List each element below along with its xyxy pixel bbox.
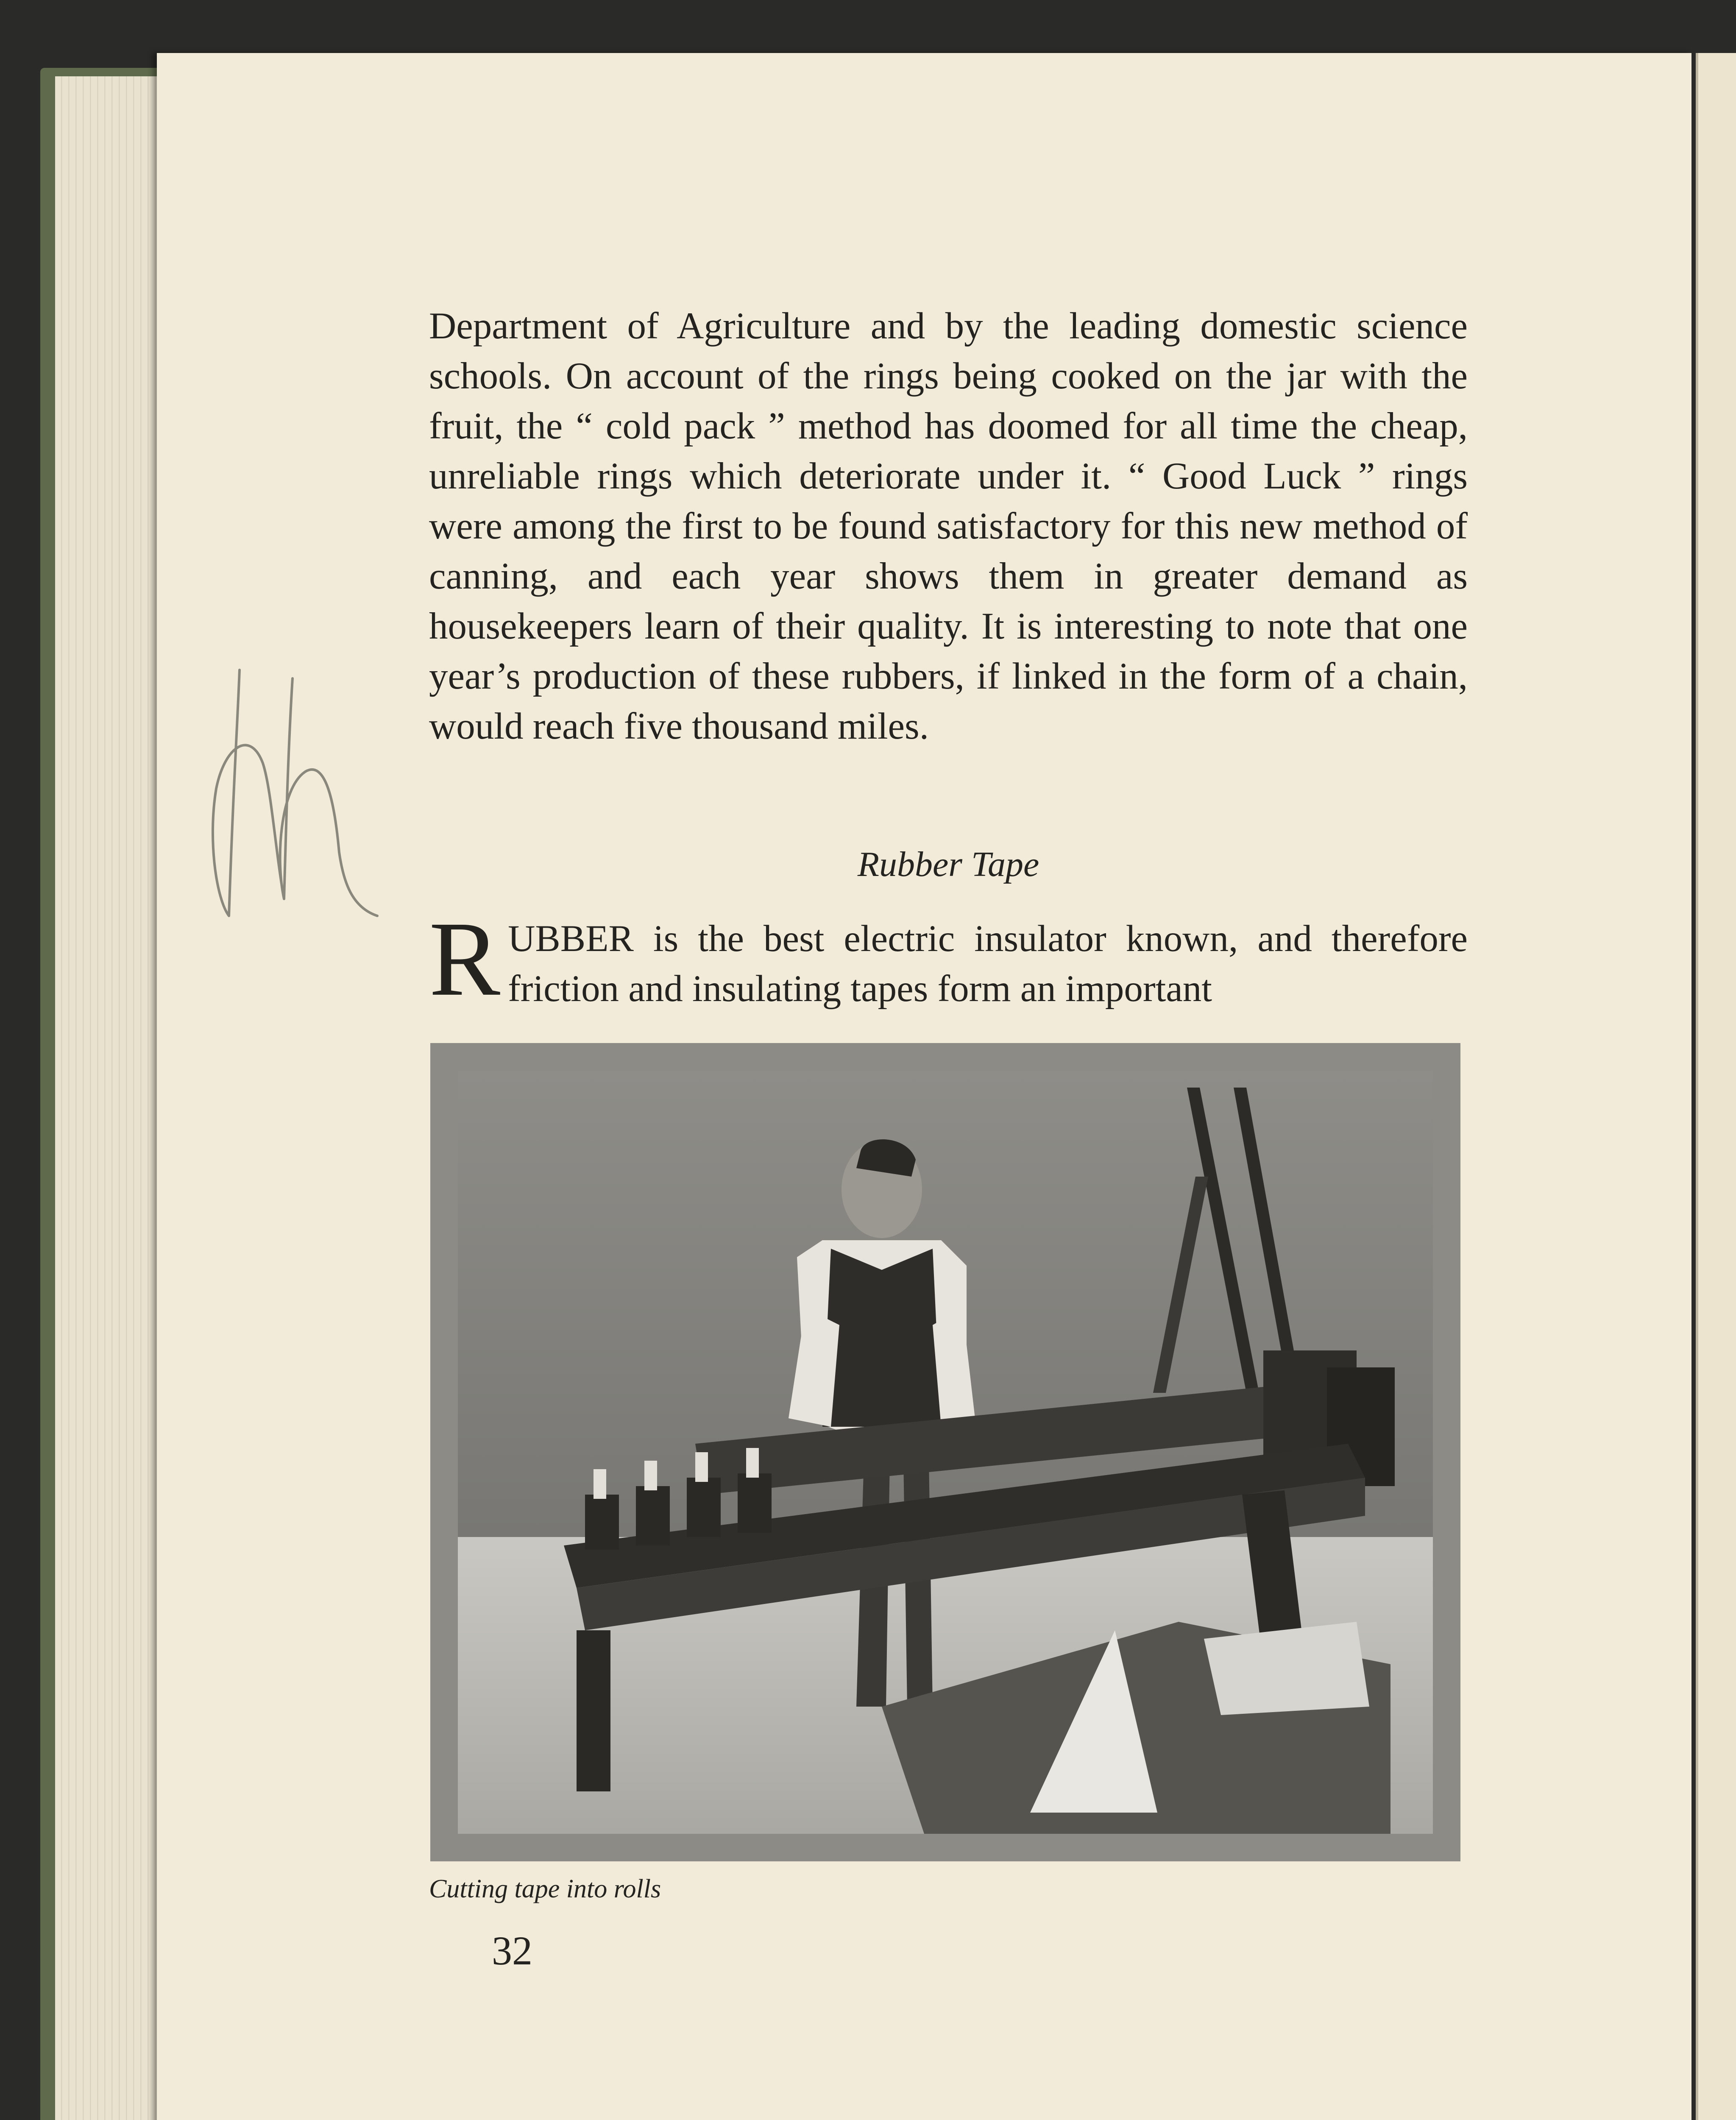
section-paragraph	[429, 899, 1468, 1018]
lathe-photo-icon	[458, 1071, 1433, 1834]
body-paragraph: Department of Agriculture and by the leading domestic science schools. On account of the rings being cooked on the jar with the fruit, the “ cold pack ” method has doomed for all time the cheap, unreliable rings which deteriorate under it. “ Good Luck ” rings were among the first to be found satisfactory for this new method of canning, and each year shows them in greater demand as housekeepers learn of their quality. It is interesting to note that one year’s production of these rubbers, if linked in the form of a chain, would reach five thousand miles.	[429, 305, 1468, 747]
facing-page-edge	[1696, 53, 1736, 2120]
drop-cap: R	[429, 899, 501, 1018]
section-heading: Rubber Tape	[857, 845, 1039, 884]
page-number: 32	[492, 1928, 532, 1973]
pencil-mark-icon	[199, 661, 386, 924]
figure-frame	[430, 1043, 1460, 1861]
figure-caption: Cutting tape into rolls	[429, 1875, 661, 1903]
section-paragraph-text: UBBER is the best electric insulator known, and therefore friction and insulating tapes form an important	[508, 918, 1468, 1010]
